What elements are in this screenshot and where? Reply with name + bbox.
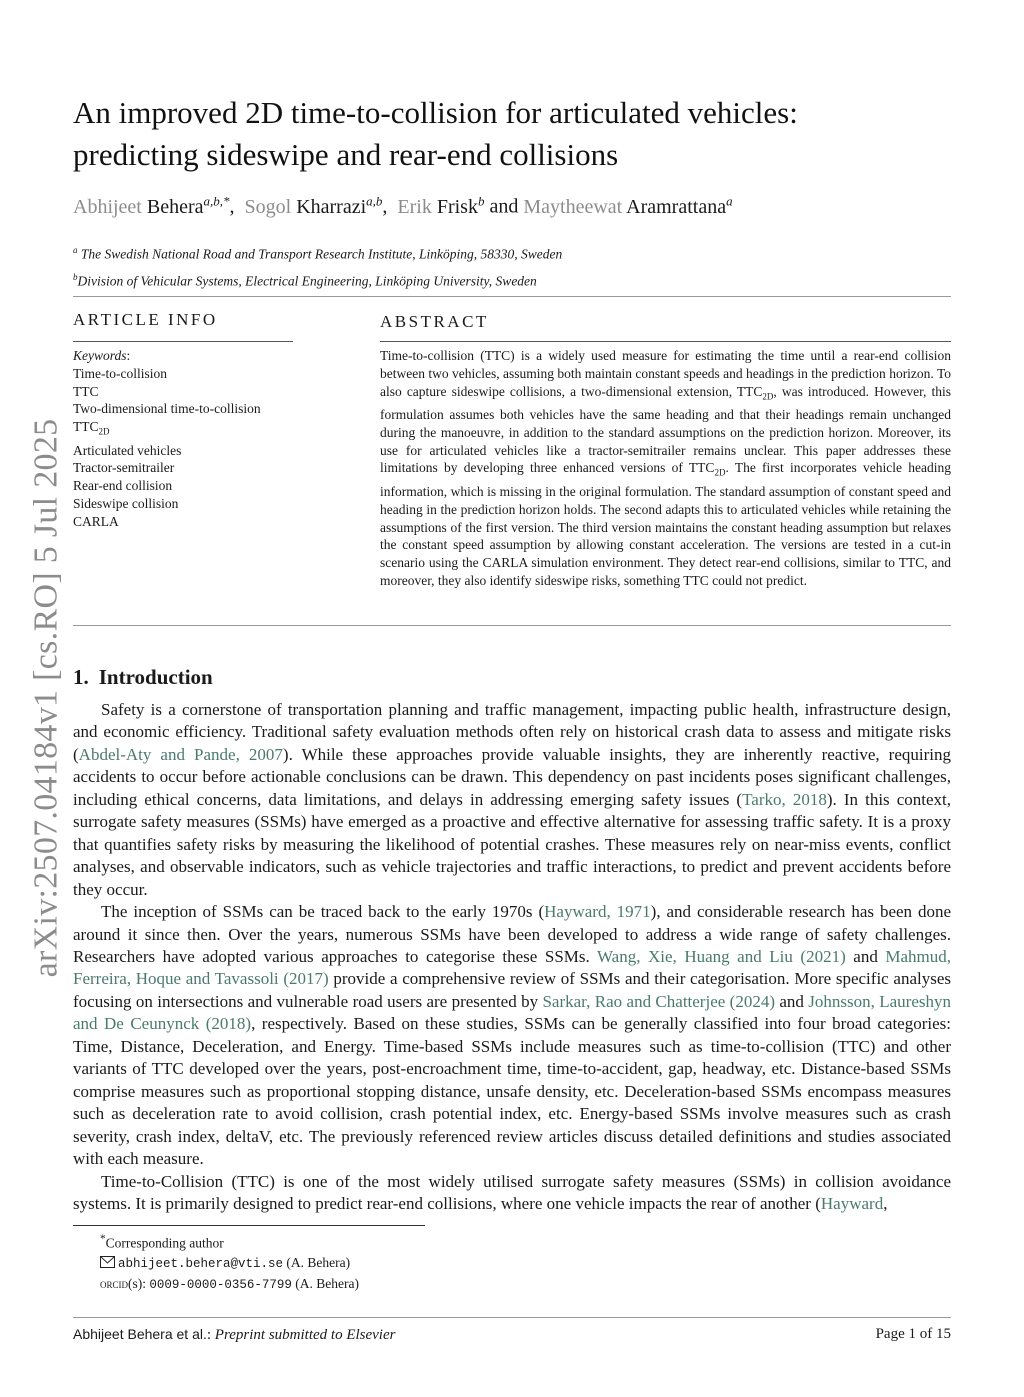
keywords-label: Keywords: xyxy=(73,348,131,363)
footnote-divider xyxy=(73,1225,425,1226)
citation-link[interactable]: Abdel-Aty and Pande, 2007 xyxy=(78,744,283,764)
keyword-item: TTC xyxy=(73,383,99,399)
author-1[interactable]: Abhijeet Behera$^{a,b,*}$ xyxy=(73,193,230,218)
keywords-block xyxy=(73,347,261,531)
keyword-item: Time-to-collision xyxy=(73,365,168,381)
keyword-item: Rear-end collision xyxy=(73,478,173,494)
citation-link[interactable]: Mahmud, Ferreira, Hoque and Tavassoli (2017) xyxy=(73,946,952,989)
keyword-item: Articulated vehicles xyxy=(73,442,182,458)
citation-link[interactable]: Hayward, 1971 xyxy=(544,902,651,922)
footnote-orcid: orcid(s): 0009-0000-0356-7799 (A. Behera) xyxy=(100,1275,360,1292)
keyword-item: Tractor-semitrailer xyxy=(73,460,175,476)
citation-link[interactable]: Tarko, 2018 xyxy=(742,789,827,809)
header-divider xyxy=(73,296,951,297)
abstract-heading: ABSTRACT xyxy=(380,312,489,331)
abstract-text: Time-to-collision (TTC) is a widely used measure for estimating the time until a rear-end collision between two vehicles, assuming both maintain constant speeds and headings in the prediction horizon. To also capture sideswipe collisions, a two-dimensional extension, $TTC_{2D}$, was introduced. However, this formulation assumes both vehicles have the same heading and that their headings remain unchanged during the manoeuvre, in addition to the standard assumptions on the prediction horizon. Moreover, its use for articulated vehicles like a tractor-semitrailer remains unclear. This paper addresses these limitations by developing three enhanced versions of $TTC_{2D}$. The first incorporates vehicle heading information, which is missing in the original formulation. The standard assumption of constant speed and heading in the prediction horizon holds. The second adapts this to articulated vehicles while retaining the assumptions of the first version. The third version maintains the constant heading assumption but relaxes the constant speed assumption by allowing constant acceleration. The versions are tested in a cut-in scenario using the CARLA simulation environment. They detect rear-end collisions, similar to TTC, and moreover, they also identify sideswipe risks, something TTC could not predict. xyxy=(380,348,951,588)
affiliation-a: $^a$ The Swedish National Road and Transport Research Institute, Linköping, 58330, Sweden xyxy=(73,245,563,262)
arxiv-stamp xyxy=(18,385,74,1010)
article-info-heading: ARTICLE INFO xyxy=(73,310,218,329)
author-list: Abhijeet Behera$^{a,b,*}$, Sogol Kharrazi$^{a,b}$, Erik Frisk$^b$ and Maytheewat Aramrattana$^a$ xyxy=(73,193,733,218)
citation-link[interactable]: Johnsson, Laureshyn and De Ceunynck (2018) xyxy=(73,991,951,1034)
citation-link[interactable]: Sarkar, Rao and Chatterjee (2024) xyxy=(542,991,775,1011)
body-text xyxy=(73,699,951,1215)
footnote-email: abhijeet.behera@vti.se (A. Behera) xyxy=(100,1253,359,1274)
title-line-2: predicting sideswipe and rear-end collisions xyxy=(73,137,619,172)
affiliation-b: $^b$Division of Vehicular Systems, Electrical Engineering, Linköping University, Sweden xyxy=(73,271,537,288)
paragraph: The inception of SSMs can be traced back to the early 1970s (Hayward, 1971), and considerable research has been done around it since then. Over the years, numerous SSMs have been developed to address a wide range of safety challenges. Researchers have adopted various approaches to categorise these SSMs. Wang, Xie, Huang and Liu (2021) and Mahmud, Ferreira, Hoque and Tavassoli (2017) provide a comprehensive review of SSMs and their categorisation. More specific analyses focusing on intersections and vulnerable road users are presented by Sarkar, Rao and Chatterjee (2024) and Johnsson, Laureshyn and De Ceunynck (2018), respectively. Based on these studies, SSMs can be generally classified into four broad categories: Time, Distance, Deceleration, and Energy. Time-based SSMs include measures such as time-to-collision (TTC) and other variants of TTC developed over the years, post-encroachment time, time-to-accident, gap, headway, etc. Distance-based SSMs comprise measures such as proportional stopping distance, unsafe density, etc. Deceleration-based SSMs encompass measures such as deceleration rate to avoid collision, crash potential index, etc. Energy-based SSMs involve measures such as crash severity, crash index, deltaV, etc. The previously referenced review articles discuss detailed definitions and studies associated with each measure. xyxy=(73,902,952,1169)
arxiv-stamp-text: arXiv:2507.04184v1 [cs.RO] 5 Jul 2025 xyxy=(27,418,64,977)
affiliations xyxy=(73,239,562,292)
title-line-1: An improved 2D time-to-collision for articulated vehicles: xyxy=(73,95,798,130)
author-4[interactable]: Maytheewat Aramrattana$^a$ xyxy=(523,193,733,218)
article-info-rule xyxy=(73,341,293,342)
email-link[interactable]: abhijeet.behera@vti.se xyxy=(118,1256,284,1271)
keyword-item: Sideswipe collision xyxy=(73,496,179,512)
envelope-icon xyxy=(100,1256,115,1268)
keyword-item: $TTC_{2D}$ xyxy=(73,419,110,437)
paragraph: Safety is a cornerstone of transportation planning and traffic management, impacting public health, infrastructure design, and economic efficiency. Traditional safety evaluation methods often rely on historical crash data to assess and mitigate risks (Abdel-Aty and Pande, 2007). While these approaches provide valuable insights, they are inherently reactive, requiring accidents to occur before actionable conclusions can be drawn. This dependency on past incidents poses significant challenges, including ethical concerns, data limitations, and delays in addressing emerging safety issues (Tarko, 2018). In this context, surrogate safety measures (SSMs) have emerged as a proactive and effective alternative for assessing traffic safety. It is a proxy that quantifies safety risks by measuring the likelihood of potential crashes. These measures rely on near-miss events, conflict analyses, and observable indicators, such as vehicle trajectories and traffic interactions, to predict and prevent accidents before they occur. xyxy=(73,700,952,899)
page-number: Page 1 of 15 xyxy=(875,1326,951,1342)
author-3[interactable]: Erik Frisk$^b$ xyxy=(397,193,485,218)
paragraph: Time-to-Collision (TTC) is one of the most widely utilised surrogate safety measures (SSMs) in collision avoidance systems. It is primarily designed to predict rear-end collisions, where one vehicle impacts the rear of another (Hayward, xyxy=(73,1171,951,1213)
paper-title xyxy=(73,92,953,176)
keyword-item: CARLA xyxy=(73,513,119,529)
citation-link[interactable]: Wang, Xie, Huang and Liu (2021) xyxy=(596,946,846,966)
section-heading-introduction: 1. Introduction xyxy=(73,665,213,689)
abstract-rule xyxy=(380,341,951,342)
keyword-item: Two-dimensional time-to-collision xyxy=(73,401,261,417)
abstract-divider xyxy=(73,625,951,626)
orcid-link[interactable]: 0009-0000-0356-7799 xyxy=(149,1277,292,1292)
running-footer: Abhijeet Behera et al.: Preprint submitted to Elsevier xyxy=(73,1326,396,1343)
footer-divider xyxy=(73,1317,951,1318)
citation-link[interactable]: Hayward xyxy=(820,1193,884,1213)
author-and: and xyxy=(489,195,519,218)
author-2[interactable]: Sogol Kharrazi$^{a,b}$ xyxy=(244,193,383,218)
footnotes xyxy=(100,1230,359,1295)
footnote-corresponding: *Corresponding author xyxy=(100,1233,224,1251)
